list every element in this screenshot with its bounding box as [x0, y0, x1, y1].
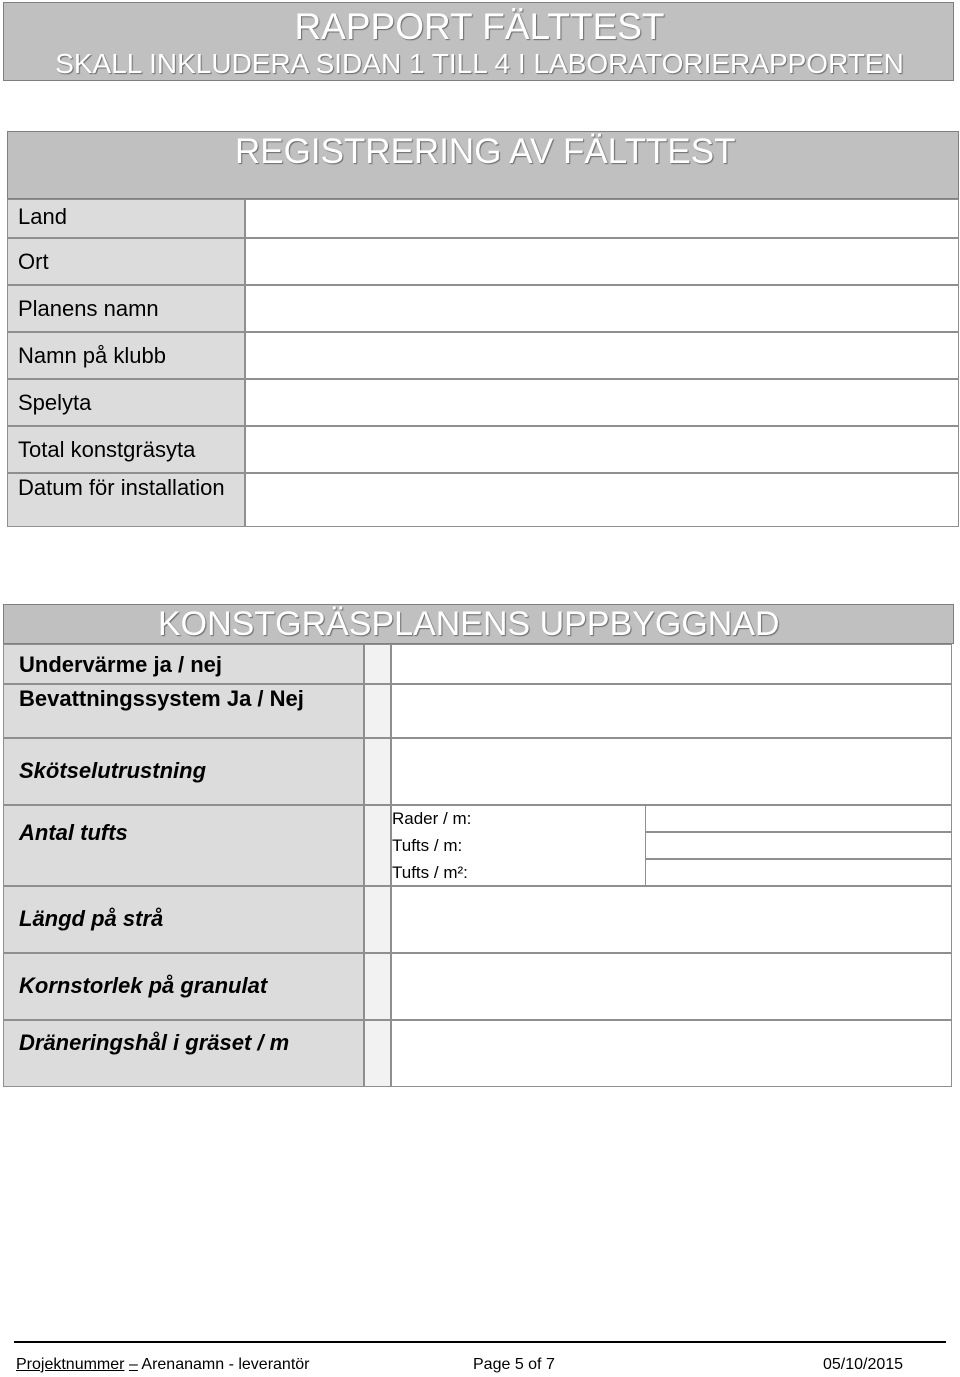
label-spelyta: Spelyta [7, 379, 245, 426]
spacer-cell [364, 1020, 391, 1087]
label-kornstorlek: Kornstorlek på granulat [3, 953, 364, 1020]
report-subtitle: SKALL INKLUDERA SIDAN 1 TILL 4 I LABORATORIERAPPORTEN [55, 48, 904, 79]
label-ort: Ort [7, 238, 245, 285]
value-datum-installation[interactable] [245, 473, 959, 527]
spacer-cell [364, 684, 391, 738]
label-skotselutrustning: Skötselutrustning [3, 738, 364, 805]
label-planens-namn: Planens namn [7, 285, 245, 332]
label-undervarme: Undervärme ja / nej [3, 644, 364, 684]
spacer-cell [364, 644, 391, 684]
spacer-cell [364, 953, 391, 1020]
label-draneringshal: Dräneringshål i gräset / m [3, 1020, 364, 1087]
value-total-konstgrasyta[interactable] [245, 426, 959, 473]
spacer-cell [364, 738, 391, 805]
construction-title: KONSTGRÄSPLANENS UPPBYGGNAD [158, 605, 780, 643]
label-antal-tufts: Antal tufts [3, 805, 364, 886]
label-land: Land [7, 199, 245, 238]
report-title: RAPPORT FÄLTTEST [294, 6, 665, 47]
label-bevattningssystem: Bevattningssystem Ja / Nej [3, 684, 364, 738]
value-bevattningssystem[interactable] [391, 684, 952, 738]
value-skotselutrustning[interactable] [391, 738, 952, 805]
footer-page-number: Page 5 of 7 [473, 1356, 555, 1373]
label-tufts-per-m2: Tufts / m²: [392, 863, 468, 882]
footer-divider [14, 1341, 946, 1343]
value-tufts-per-m[interactable] [645, 832, 952, 859]
label-rader-per-m: Rader / m: [392, 809, 472, 828]
value-draneringshal[interactable] [391, 1020, 952, 1087]
label-namn-pa-klubb: Namn på klubb [7, 332, 245, 379]
footer-project [16, 1356, 310, 1374]
value-spelyta[interactable] [245, 379, 959, 426]
value-langd-pa-stra[interactable] [391, 886, 952, 953]
spacer-cell [364, 886, 391, 953]
footer-project-prefix: Projektnummer [16, 1356, 125, 1373]
label-datum-installation: Datum för installation [7, 473, 245, 527]
value-undervarme[interactable] [391, 644, 952, 684]
value-rader-per-m[interactable] [645, 805, 952, 832]
construction-header [3, 604, 954, 644]
registration-header [7, 131, 959, 199]
label-total-konstgrasyta: Total konstgräsyta [7, 426, 245, 473]
value-ort[interactable] [245, 238, 959, 285]
report-header [3, 2, 954, 81]
label-langd-pa-stra: Längd på strå [3, 886, 364, 953]
value-planens-namn[interactable] [245, 285, 959, 332]
value-tufts-per-m2[interactable] [645, 859, 952, 886]
footer-date: 05/10/2015 [823, 1356, 904, 1373]
footer-project-rest: Arenanamn - leverantör [141, 1356, 310, 1373]
registration-title: REGISTRERING AV FÄLTTEST [235, 132, 736, 171]
footer-dash: – [128, 1356, 138, 1373]
label-tufts-per-m: Tufts / m: [392, 836, 463, 855]
value-kornstorlek[interactable] [391, 953, 952, 1020]
spacer-cell [364, 805, 391, 886]
value-land[interactable] [245, 199, 959, 238]
value-namn-pa-klubb[interactable] [245, 332, 959, 379]
